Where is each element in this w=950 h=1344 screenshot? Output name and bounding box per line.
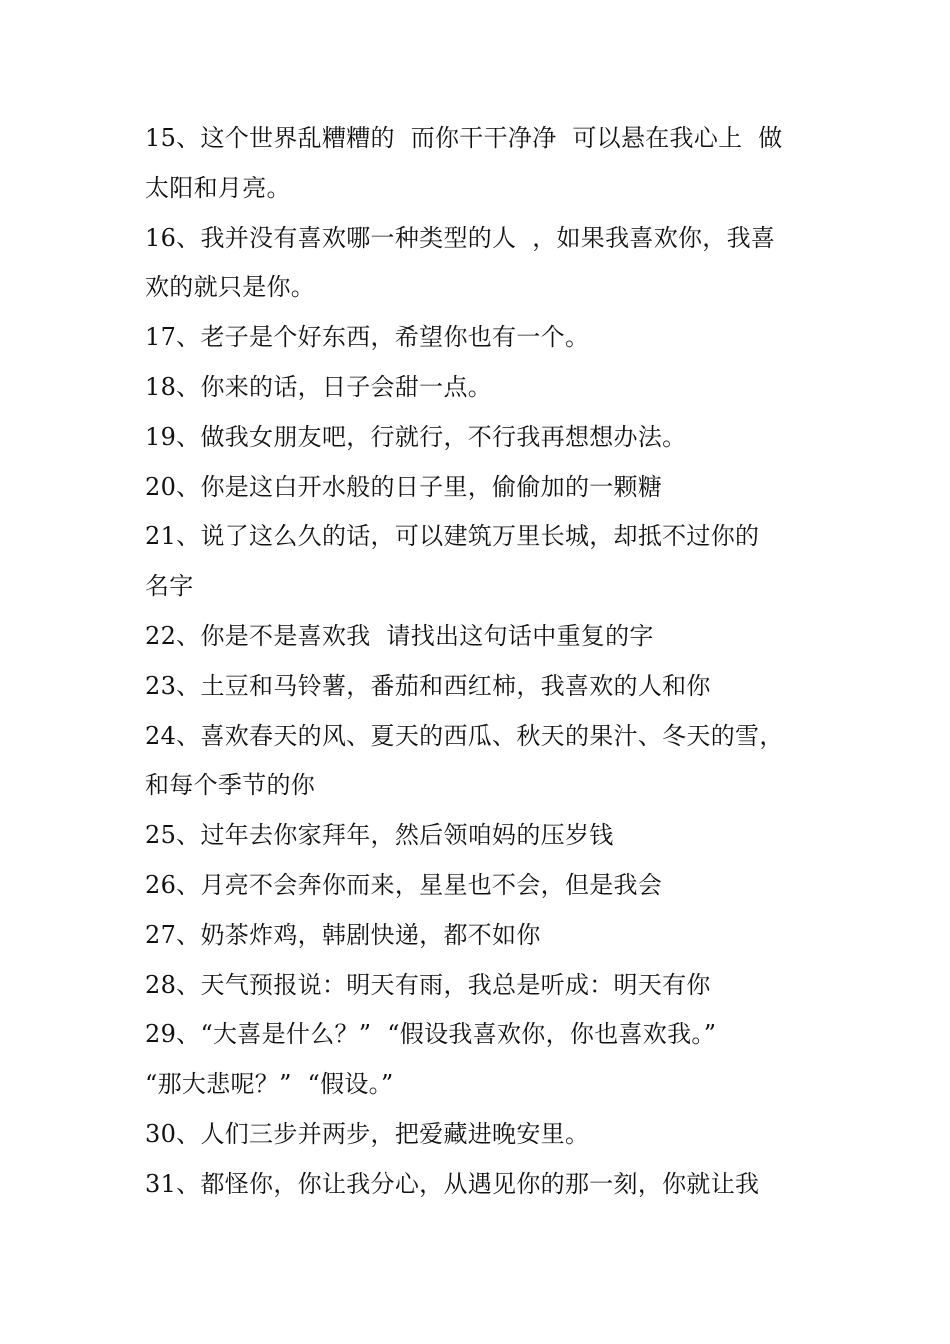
text-line: 15、这个世界乱糟糟的 而你干干净净 可以悬在我心上 做 — [145, 124, 783, 152]
text-line: 23、土豆和马铃薯，番茄和西红柿，我喜欢的人和你 — [145, 671, 711, 700]
document-body — [145, 114, 835, 1210]
text-line: 22、你是不是喜欢我 请找出这句话中重复的字 — [145, 621, 654, 650]
text-line: 19、做我女朋友吧，行就行，不行我再想想办法。 — [145, 422, 687, 451]
text-line: 欢的就只是你。 — [145, 273, 316, 302]
text-line: 25、过年去你家拜年，然后领咱妈的压岁钱 — [145, 821, 614, 850]
text-line: 26、月亮不会奔你而来，星星也不会，但是我会 — [145, 870, 663, 899]
text-line: 17、老子是个好东西，希望你也有一个。 — [145, 323, 590, 352]
text-line: 24、喜欢春天的风、夏天的西瓜、秋天的果汁、冬天的雪， — [145, 721, 784, 750]
text-line: 16、我并没有喜欢哪一种类型的人 ，如果我喜欢你，我喜 — [145, 223, 776, 252]
text-line: 30、人们三步并两步，把爱藏进晚安里。 — [145, 1119, 590, 1148]
text-line: 27、奶茶炸鸡，韩剧快递，都不如你 — [145, 920, 541, 949]
text-line: 21、说了这么久的话，可以建筑万里长城，却抵不过你的 — [145, 522, 760, 551]
text-line: 名字 — [145, 572, 194, 601]
text-line: 18、你来的话，日子会甜一点。 — [145, 372, 493, 401]
text-line: 和每个季节的你 — [145, 771, 316, 800]
text-line: 29、“大喜是什么？” “假设我喜欢你，你也喜欢我。” — [145, 1020, 717, 1049]
text-line: “那大悲呢？” “假设。” — [145, 1070, 394, 1099]
text-line: 太阳和月亮。 — [145, 173, 291, 202]
text-line: 20、你是这白开水般的日子里，偷偷加的一颗糖 — [145, 472, 663, 501]
text-line: 31、都怪你，你让我分心，从遇见你的那一刻，你就让我 — [145, 1169, 760, 1198]
text-line: 28、天气预报说：明天有雨，我总是听成：明天有你 — [145, 970, 711, 999]
